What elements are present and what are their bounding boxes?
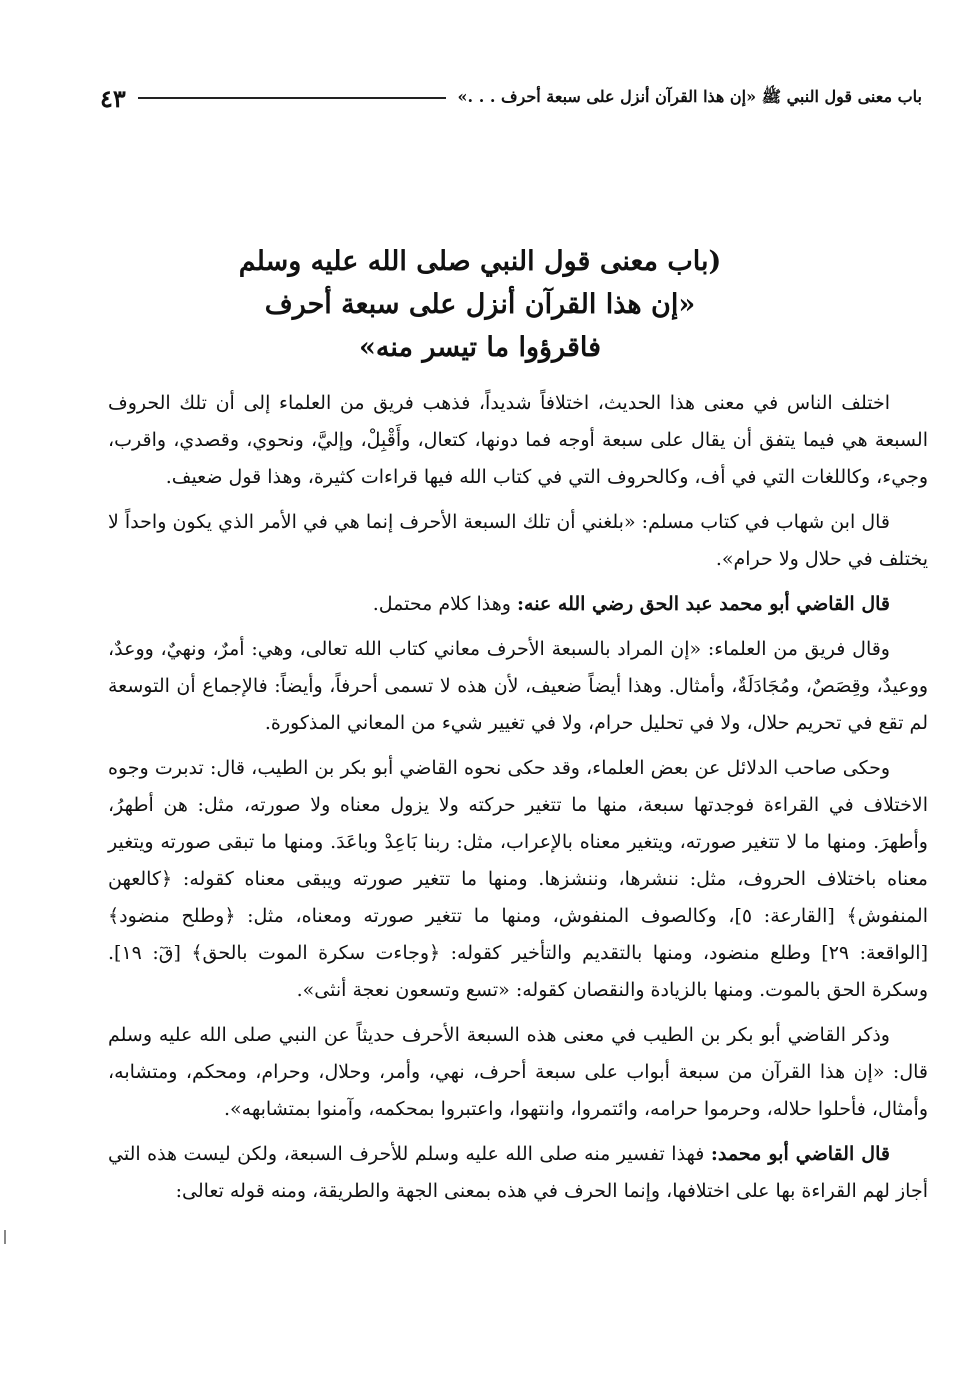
- paragraph-text: اختلف الناس في معنى هذا الحديث، اختلافاً شديداً، فذهب فريق من العلماء إلى أن تلك الحروف السبعة هي فيما يتفق أن يقال على سبعة أوجه فما دونها، كتعال، وأَقْبِلْ، وإليَّ، ونحوي، وقصدي، واقرب، وجيء، وكاللغات التي في أف، وكالحروف التي في كتاب الله فيها قراءات كثيرة، وهذا قول ضعيف.: [108, 392, 928, 488]
- paragraph-text: وهذا كلام محتمل.: [372, 593, 511, 615]
- chapter-title-line-2: «إن هذا القرآن أنزل على سبعة أحرف: [264, 289, 696, 320]
- body-text: [108, 385, 928, 1218]
- paragraph-text: قال ابن شهاب في كتاب مسلم: «بلغني أن تلك السبعة الأحرف إنما هي في الأمر الذي يكون واحداً لا يختلف في حلال ولا حرام».: [108, 511, 928, 570]
- paragraph-3: [108, 586, 928, 623]
- paragraph-2: [108, 504, 928, 578]
- margin-mark: [4, 1230, 6, 1244]
- running-title: باب معنى قول النبي ﷺ «إن هذا القرآن أنزل على سبعة أحرف . . .»: [457, 86, 922, 106]
- paragraph-4: [108, 631, 928, 742]
- paragraph-lead: قال القاضي أبو محمد عبد الحق رضي الله عنه:: [517, 593, 890, 615]
- chapter-title: [120, 240, 840, 369]
- chapter-title-line-1: (باب معنى قول النبي صلى الله عليه وسلم: [238, 246, 722, 277]
- page-number: ٤٣: [100, 83, 126, 113]
- running-header: [100, 80, 922, 116]
- chapter-title-line-3: فاقرؤوا ما تيسر منه»: [358, 332, 601, 363]
- paragraph-text: وحكى صاحب الدلائل عن بعض العلماء، وقد حكى نحوه القاضي أبو بكر بن الطيب، قال: تدبرت وجوه الاختلاف في القراءة فوجدتها سبعة، منها ما تتغير حركته ولا يزول معناه ولا صورته، مثل: هن أطهرُ، وأطهرَ. ومنها ما لا تتغير صورته، ويتغير معناه بالإعراب، مثل: ربنا بَاعِدْ وباعَدَ. ومنها ما تبقى صورته ويتغير معناه باختلاف الحروف، مثل: ننشرها، وننشزها. ومنها ما تتغير صورته ويبقى معناه كقوله: ﴿كالعهن المنفوش﴾ [القارعة: ٥]، وكالصوف المنفوش، ومنها ما تتغير صورته ومعناه، مثل: ﴿وطلح منضود﴾ [الواقعة: ٢٩] وطلع منضود، ومنها بالتقديم والتأخير كقوله: ﴿وجاءت سكرة الموت بالحق﴾ [قٓ: ١٩]. وسكرة الحق بالموت. ومنها بالزيادة والنقصان كقوله: «تسع وتسعون نعجة أنثى».: [108, 757, 928, 1001]
- paragraph-7: [108, 1136, 928, 1210]
- paragraph-1: [108, 385, 928, 496]
- paragraph-text: فهذا تفسير منه صلى الله عليه وسلم للأحرف السبعة، ولكن ليست هذه التي أجاز لهم القراءة بها على اختلافها، وإنما الحرف في هذه بمعنى الجهة والطريقة، ومنه قوله تعالى:: [108, 1143, 928, 1202]
- paragraph-lead: قال القاضي أبو محمد:: [710, 1143, 890, 1165]
- paragraph-text: وقال فريق من العلماء: «إن المراد بالسبعة الأحرف معاني كتاب الله تعالى، وهي: أمرٌ، ونهيٌ، ووعدٌ، ووعيدٌ، وقِصَصٌ، ومُجَادَلَةٌ، وأمثال. وهذا أيضاً ضعيف، لأن هذه لا تسمى أحرفاً، وأيضاً: فالإجماع أن التوسعة لم تقع في تحريم حلال، ولا في تحليل حرام، ولا في تغيير شيء من المعاني المذكورة.: [108, 638, 928, 734]
- paragraph-5: [108, 750, 928, 1009]
- paragraph-text: وذكر القاضي أبو بكر بن الطيب في معنى هذه السبعة الأحرف حديثاً عن النبي صلى الله عليه وسلم قال: «إن هذا القرآن من سبعة أبواب على سبعة أحرف، نهي، وأمر، وحلال، وحرام، ومحكم، ومتشابه، وأمثال، فأحلوا حلاله، وحرموا حرامه، وائتمروا، وانتهوا، واعتبروا بمحكمه، وآمنوا بمتشابهه».: [108, 1024, 928, 1120]
- header-rule: [138, 97, 446, 99]
- paragraph-6: [108, 1017, 928, 1128]
